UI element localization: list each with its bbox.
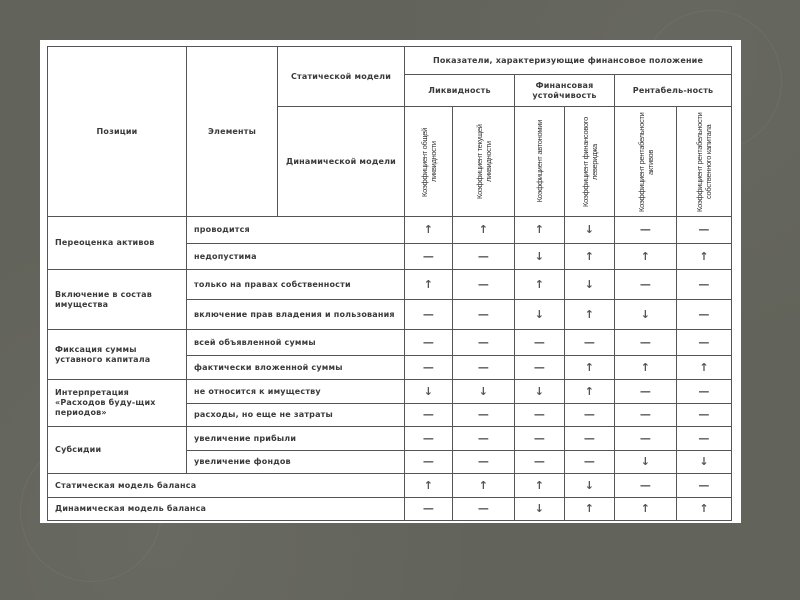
dash-icon: — <box>698 307 710 321</box>
element-cell: не относится к имуществу <box>187 380 405 404</box>
indicator-value-cell <box>453 404 515 427</box>
dash-icon: — <box>639 335 652 349</box>
dash-icon: — <box>583 431 596 445</box>
indicator-value-cell <box>515 474 565 498</box>
dash-icon: — <box>477 455 490 468</box>
indicator-value-cell <box>453 330 515 356</box>
arrow-up-icon: ↑ <box>478 478 489 492</box>
indicator-value-cell <box>677 474 732 498</box>
dash-icon: — <box>698 277 710 291</box>
coef-label: Коэффициент текущей ликвидности <box>474 124 493 199</box>
arrow-up-icon: ↑ <box>534 223 545 236</box>
indicator-value-cell <box>405 270 453 300</box>
arrow-up-icon: ↑ <box>640 502 651 515</box>
arrow-up-icon: ↑ <box>584 384 595 398</box>
indicator-value-cell <box>515 300 565 330</box>
dash-icon: — <box>698 335 710 349</box>
header-group-financial-stability: Финансовая устойчивость <box>515 75 615 107</box>
indicator-value-cell <box>565 270 615 300</box>
indicator-value-cell <box>453 270 515 300</box>
indicator-value-cell <box>615 244 677 270</box>
arrow-down-icon: ↓ <box>640 455 651 468</box>
dash-icon: — <box>583 335 596 349</box>
summary-label: Статическая модель баланса <box>48 474 405 498</box>
indicator-value-cell <box>565 427 615 451</box>
indicator-value-cell <box>515 380 565 404</box>
arrow-down-icon: ↓ <box>534 307 545 321</box>
arrow-down-icon: ↓ <box>534 249 545 263</box>
dash-icon: — <box>422 360 435 374</box>
indicator-value-cell <box>677 498 732 521</box>
indicator-value-cell <box>515 244 565 270</box>
summary-label: Динамическая модель баланса <box>48 498 405 521</box>
arrow-up-icon: ↑ <box>478 223 489 236</box>
arrow-up-icon: ↑ <box>584 249 595 263</box>
indicator-value-cell <box>615 474 677 498</box>
arrow-up-icon: ↑ <box>534 478 545 492</box>
arrow-down-icon: ↓ <box>478 384 489 398</box>
element-cell: только на правах собственности <box>187 270 405 300</box>
dash-icon: — <box>477 431 490 445</box>
indicator-value-cell <box>615 270 677 300</box>
arrow-up-icon: ↑ <box>640 360 651 374</box>
dash-icon: — <box>533 455 546 468</box>
indicator-value-cell <box>405 356 453 380</box>
dash-icon: — <box>639 431 652 445</box>
indicator-value-cell <box>515 270 565 300</box>
indicator-value-cell <box>677 244 732 270</box>
arrow-up-icon: ↑ <box>584 307 595 321</box>
dash-icon: — <box>533 335 546 349</box>
indicator-value-cell <box>677 451 732 474</box>
arrow-down-icon: ↓ <box>534 502 545 515</box>
indicator-value-cell <box>515 427 565 451</box>
table-image <box>40 40 741 523</box>
header-group-profitability: Рентабель-ность <box>615 75 732 107</box>
header-static-model: Статической модели <box>278 47 405 107</box>
indicator-value-cell <box>405 330 453 356</box>
dash-icon: — <box>533 431 546 445</box>
indicator-value-cell <box>405 300 453 330</box>
element-cell: проводится <box>187 217 405 244</box>
arrow-up-icon: ↑ <box>699 502 709 515</box>
indicator-value-cell <box>565 356 615 380</box>
indicator-value-cell <box>565 474 615 498</box>
dash-icon: — <box>422 249 435 263</box>
indicator-value-cell <box>405 474 453 498</box>
indicator-value-cell <box>677 380 732 404</box>
position-cell: Включение в состав имущества <box>48 270 187 330</box>
indicator-value-cell <box>515 356 565 380</box>
indicator-value-cell <box>615 300 677 330</box>
indicator-value-cell <box>677 270 732 300</box>
indicator-value-cell <box>405 451 453 474</box>
dash-icon: — <box>422 455 435 468</box>
dash-icon: — <box>639 478 652 492</box>
indicator-value-cell <box>405 380 453 404</box>
indicator-value-cell <box>453 356 515 380</box>
indicator-value-cell <box>677 356 732 380</box>
indicator-value-cell <box>515 451 565 474</box>
arrow-up-icon: ↑ <box>584 360 595 374</box>
table-row <box>48 217 732 244</box>
arrow-down-icon: ↓ <box>699 455 709 468</box>
position-cell: Интерпретация «Расходов буду-щих периодов» <box>48 380 187 427</box>
header-dynamic-model: Динамической модели <box>278 107 405 217</box>
dash-icon: — <box>477 335 490 349</box>
indicator-value-cell <box>565 380 615 404</box>
indicator-value-cell <box>615 498 677 521</box>
coef-label: Коэффициент автономии <box>535 120 544 203</box>
header-coef-general-liquidity <box>405 107 453 217</box>
element-cell: всей объявленной суммы <box>187 330 405 356</box>
header-coef-roa <box>615 107 677 217</box>
indicator-value-cell <box>615 451 677 474</box>
dash-icon: — <box>422 431 435 445</box>
indicator-value-cell <box>405 217 453 244</box>
arrow-up-icon: ↑ <box>423 223 434 236</box>
indicator-value-cell <box>515 404 565 427</box>
dash-icon: — <box>533 408 546 421</box>
header-group-liquidity: Ликвидность <box>405 75 515 107</box>
indicator-value-cell <box>565 217 615 244</box>
arrow-up-icon: ↑ <box>640 249 651 263</box>
indicator-value-cell <box>677 217 732 244</box>
arrow-down-icon: ↓ <box>584 223 595 236</box>
table-row <box>48 427 732 451</box>
indicator-value-cell <box>565 451 615 474</box>
dash-icon: — <box>583 455 596 468</box>
header-coef-roe <box>677 107 732 217</box>
indicator-value-cell <box>405 427 453 451</box>
indicator-value-cell <box>565 330 615 356</box>
dash-icon: — <box>477 249 490 263</box>
indicator-value-cell <box>453 300 515 330</box>
element-cell: увеличение фондов <box>187 451 405 474</box>
indicator-value-cell <box>453 498 515 521</box>
indicator-value-cell <box>515 330 565 356</box>
header-elements: Элементы <box>187 47 278 217</box>
indicator-value-cell <box>677 404 732 427</box>
dash-icon: — <box>639 384 652 398</box>
arrow-up-icon: ↑ <box>423 277 434 291</box>
indicator-value-cell <box>615 404 677 427</box>
indicator-value-cell <box>565 300 615 330</box>
indicator-value-cell <box>453 474 515 498</box>
indicator-value-cell <box>677 330 732 356</box>
dash-icon: — <box>477 360 490 374</box>
indicator-value-cell <box>615 427 677 451</box>
indicator-value-cell <box>515 217 565 244</box>
indicator-value-cell <box>565 498 615 521</box>
arrow-up-icon: ↑ <box>534 277 545 291</box>
position-cell: Фиксация суммы уставного капитала <box>48 330 187 380</box>
position-cell: Субсидии <box>48 427 187 474</box>
dash-icon: — <box>583 408 596 421</box>
coef-label: Коэффициент общей ликвидности <box>419 126 438 197</box>
position-cell: Переоценка активов <box>48 217 187 270</box>
header-positions: Позиции <box>48 47 187 217</box>
dash-icon: — <box>698 478 710 492</box>
header-coef-leverage <box>565 107 615 217</box>
indicator-value-cell <box>615 217 677 244</box>
indicator-value-cell <box>615 380 677 404</box>
indicator-value-cell <box>405 404 453 427</box>
dash-icon: — <box>477 502 490 515</box>
arrow-up-icon: ↑ <box>423 478 434 492</box>
element-cell: включение прав владения и пользования <box>187 300 405 330</box>
dash-icon: — <box>477 277 490 291</box>
indicator-value-cell <box>615 356 677 380</box>
dash-icon: — <box>422 307 435 321</box>
indicator-value-cell <box>565 404 615 427</box>
element-cell: недопустима <box>187 244 405 270</box>
arrow-up-icon: ↑ <box>584 502 595 515</box>
indicator-value-cell <box>453 217 515 244</box>
dash-icon: — <box>477 408 490 421</box>
arrow-up-icon: ↑ <box>699 360 709 374</box>
indicator-value-cell <box>615 330 677 356</box>
dash-icon: — <box>477 307 490 321</box>
indicator-value-cell <box>453 427 515 451</box>
table-row <box>48 270 732 300</box>
arrow-up-icon: ↑ <box>699 249 709 263</box>
indicator-value-cell <box>405 498 453 521</box>
table-row <box>48 380 732 404</box>
dash-icon: — <box>639 277 652 291</box>
indicator-value-cell <box>453 451 515 474</box>
dash-icon: — <box>639 408 652 421</box>
arrow-down-icon: ↓ <box>584 277 595 291</box>
arrow-down-icon: ↓ <box>640 307 651 321</box>
arrow-down-icon: ↓ <box>534 384 545 398</box>
dash-icon: — <box>422 408 435 421</box>
arrow-down-icon: ↓ <box>584 478 595 492</box>
dash-icon: — <box>639 223 652 236</box>
dash-icon: — <box>698 384 710 398</box>
element-cell: расходы, но еще не затраты <box>187 404 405 427</box>
header-coef-autonomy <box>515 107 565 217</box>
indicator-value-cell <box>515 498 565 521</box>
dash-icon: — <box>533 360 546 374</box>
indicator-value-cell <box>453 380 515 404</box>
header-coef-current-liquidity <box>453 107 515 217</box>
coef-label: Коэффициент рентабельности собственного капитала <box>695 111 714 212</box>
dash-icon: — <box>422 335 435 349</box>
coef-label: Коэффициент рентабельности активов <box>636 111 655 212</box>
indicator-value-cell <box>453 244 515 270</box>
indicator-value-cell <box>677 427 732 451</box>
dash-icon: — <box>698 408 710 421</box>
indicator-value-cell <box>405 244 453 270</box>
dash-icon: — <box>698 431 710 445</box>
arrow-down-icon: ↓ <box>423 384 434 398</box>
element-cell: фактически вложенной суммы <box>187 356 405 380</box>
dash-icon: — <box>422 502 435 515</box>
indicator-value-cell <box>565 244 615 270</box>
dash-icon: — <box>698 223 710 236</box>
table-row <box>48 330 732 356</box>
header-indicators-title: Показатели, характеризующие финансовое положение <box>405 47 732 75</box>
element-cell: увеличение прибыли <box>187 427 405 451</box>
summary-row <box>48 474 732 498</box>
coef-label: Коэффициент финансового левериджа <box>580 116 599 207</box>
indicator-value-cell <box>677 300 732 330</box>
summary-row <box>48 498 732 521</box>
financial-indicators-table <box>47 46 732 521</box>
